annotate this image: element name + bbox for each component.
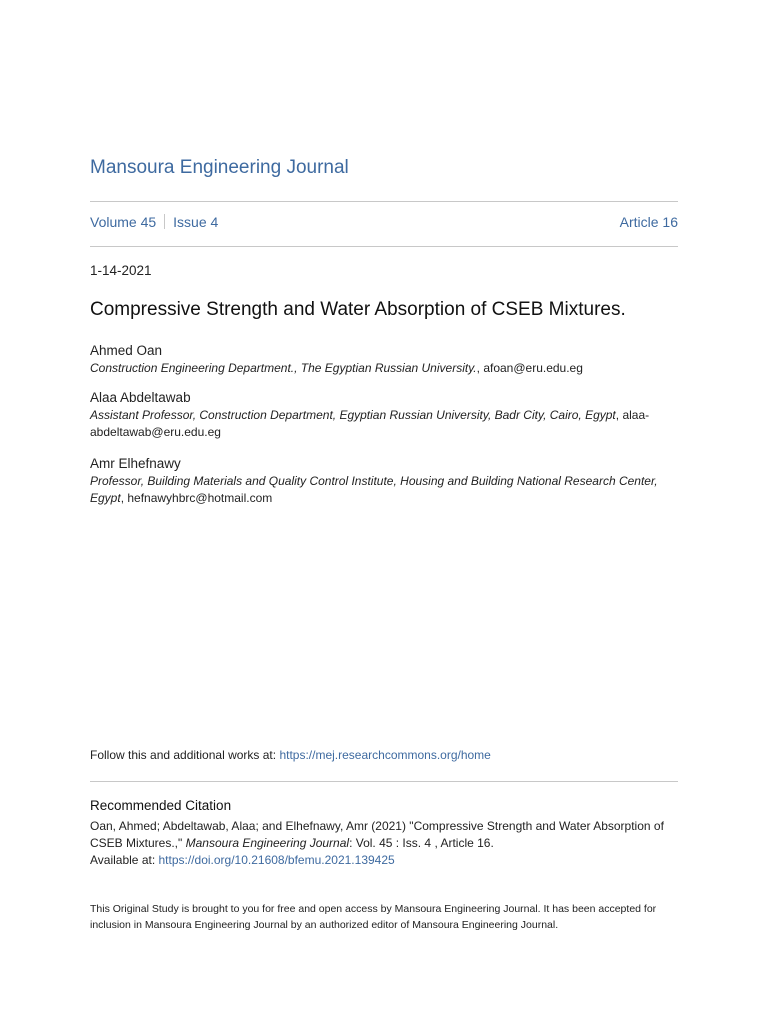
- available-at-label: Available at:: [90, 853, 159, 867]
- recommended-citation-heading: Recommended Citation: [90, 798, 232, 813]
- open-access-note: This Original Study is brought to you for free and open access by Mansoura Engineering Journal. It has been accepted for inclusion in Mansoura Engineering Journal by an authorized editor of Mansoura Engineering Journal.: [90, 903, 657, 931]
- journal-title-link[interactable]: Mansoura Engineering Journal: [90, 157, 349, 178]
- author-affiliation: Assistant Professor, Construction Department, Egyptian Russian University, Badr City, Cairo, Egypt, alaa-abdeltawab@eru.edu.eg: [90, 408, 650, 439]
- follow-text: Follow this and additional works at:: [90, 748, 280, 762]
- paper-title: Compressive Strength and Water Absorption of CSEB Mixtures.: [90, 299, 626, 320]
- author-name: Ahmed Oan: [90, 343, 163, 358]
- author-email: hefnawyhbrc@hotmail.com: [127, 491, 273, 505]
- nav-divider: [90, 246, 678, 247]
- author-affiliation: Professor, Building Materials and Quality Control Institute, Housing and Building National Research Center, Egypt, hefnawyhbrc@hotmail.com: [90, 474, 658, 505]
- publication-date: 1-14-2021: [90, 263, 152, 278]
- recommended-citation: [90, 818, 678, 869]
- author-email: alaa-abdeltawab@eru.edu.eg: [90, 408, 650, 439]
- affiliation-text: Construction Engineering Department., The Egyptian Russian University.: [90, 361, 477, 375]
- doi-link[interactable]: https://doi.org/10.21608/bfemu.2021.139425: [158, 853, 395, 867]
- repository-link[interactable]: https://mej.researchcommons.org/home: [279, 748, 491, 762]
- author-block: [90, 342, 678, 377]
- affiliation-text: Assistant Professor, Construction Department, Egyptian Russian University, Badr City, Cairo, Egypt: [90, 408, 616, 422]
- citation-journal: Mansoura Engineering Journal: [185, 836, 350, 850]
- volume-link[interactable]: Volume 45: [90, 214, 157, 230]
- author-name: Alaa Abdeltawab: [90, 390, 191, 405]
- author-email: afoan@eru.edu.eg: [483, 361, 583, 375]
- author-block: [90, 389, 678, 441]
- citation-text: Oan, Ahmed; Abdeltawab, Alaa; and Elhefnawy, Amr (2021) "Compressive Strength and Water Absorption of CSEB Mixtures.,": [90, 819, 664, 850]
- citation-divider: [90, 781, 678, 782]
- follow-line: [90, 748, 491, 762]
- citation-volume: : Vol. 45 : Iss. 4 , Article 16.: [349, 836, 494, 850]
- header-divider: [90, 201, 678, 202]
- issue-link[interactable]: Issue 4: [173, 214, 219, 230]
- affiliation-text: Professor, Building Materials and Quality Control Institute, Housing and Building National Research Center, Egypt: [90, 474, 658, 505]
- issue-navigation: [90, 214, 678, 230]
- author-affiliation: Construction Engineering Department., The Egyptian Russian University., afoan@eru.edu.eg: [90, 361, 583, 375]
- author-name: Amr Elhefnawy: [90, 456, 181, 471]
- volume-issue-separator: [164, 214, 165, 229]
- article-link[interactable]: Article 16: [619, 214, 678, 230]
- author-block: [90, 455, 678, 507]
- volume-issue-group: [90, 214, 218, 230]
